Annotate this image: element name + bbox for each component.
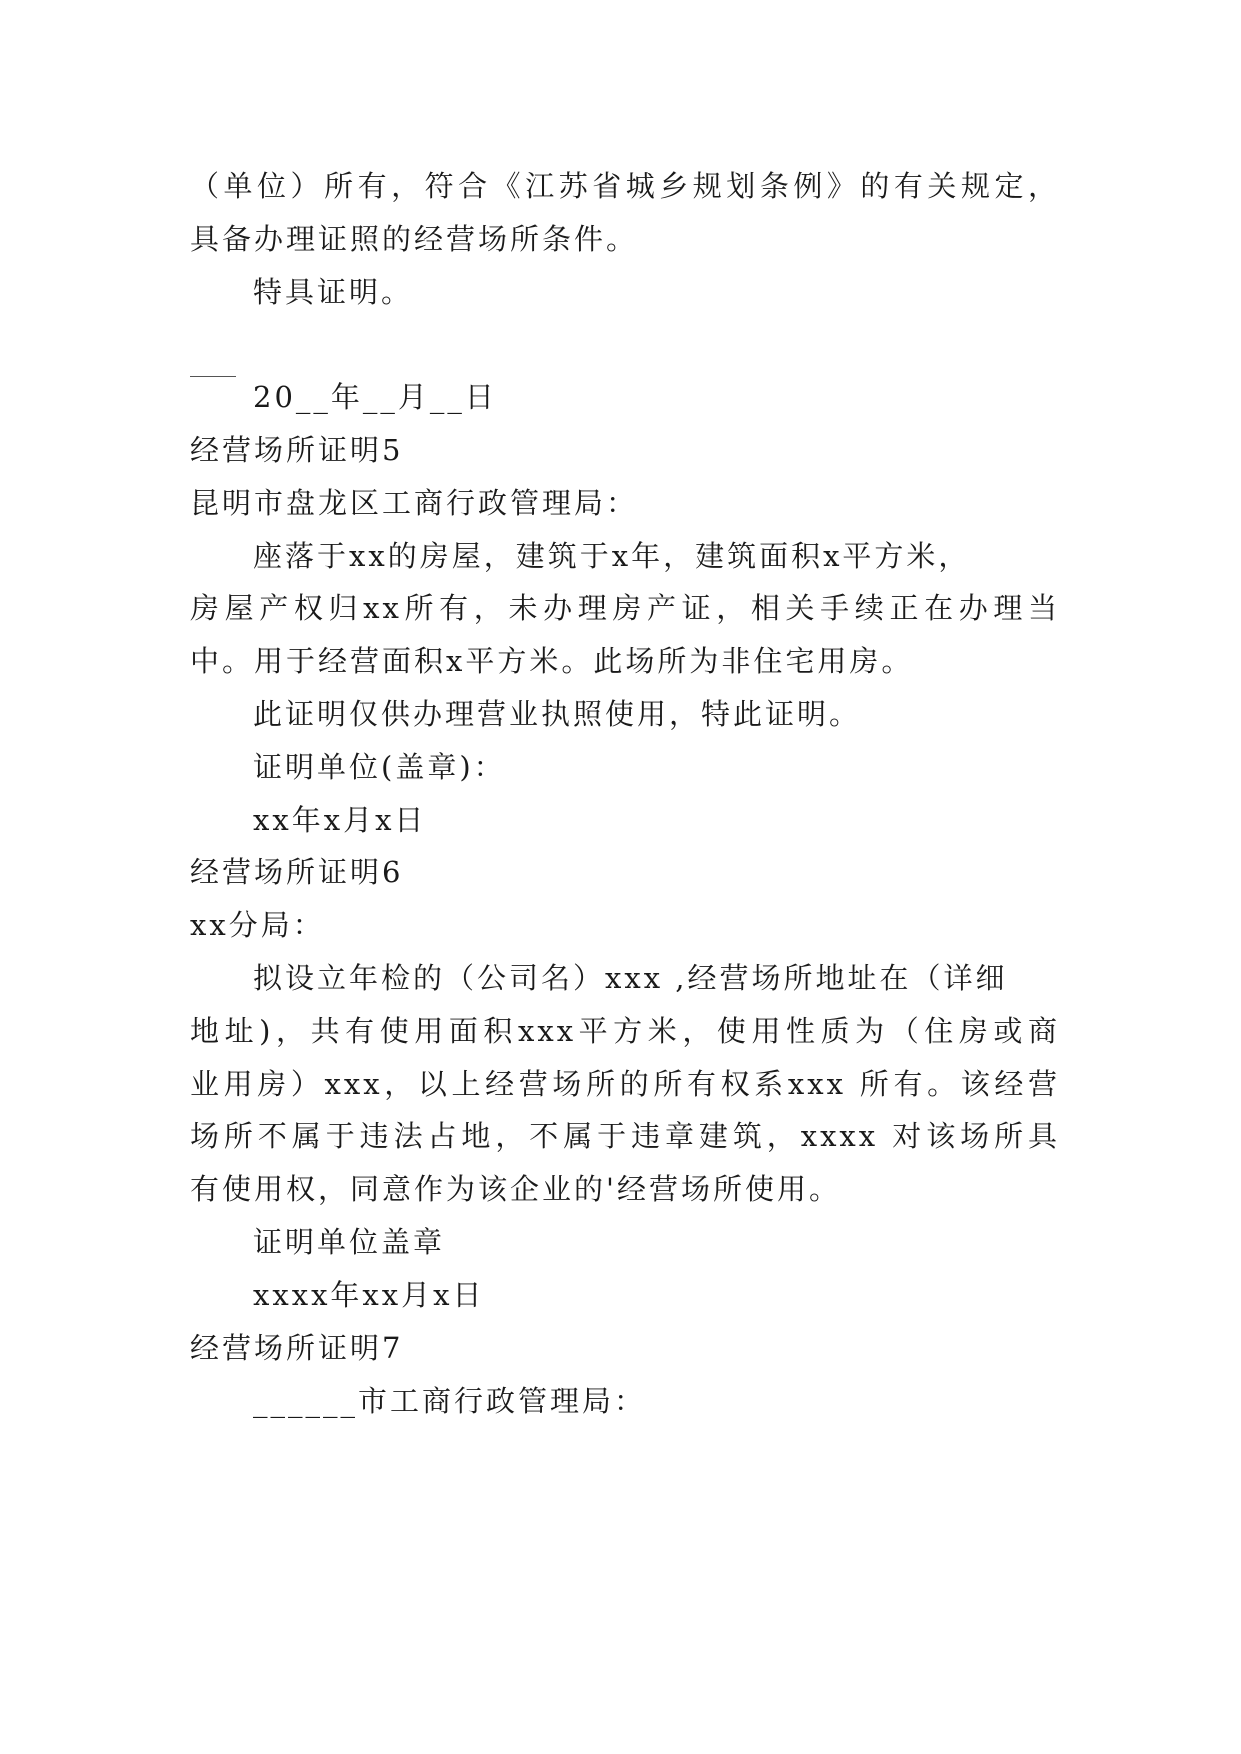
section-heading: 经营场所证明7 (190, 1331, 404, 1365)
date-line: 20__年__月__日 (253, 380, 497, 414)
paragraph-line: 此证明仅供办理营业执照使用，特此证明。 (253, 697, 862, 731)
paragraph-line: 有使用权，同意作为该企业的'经营场所使用。 (190, 1172, 841, 1206)
addressee-line: 昆明市盘龙区工商行政管理局： (190, 486, 639, 520)
section-heading: 经营场所证明6 (190, 855, 404, 889)
signature-line (190, 376, 236, 377)
certifier-line: 证明单位盖章 (253, 1225, 446, 1259)
paragraph-line: （单位）所有，符合《江苏省城乡规划条例》的有关规定， (190, 169, 1060, 203)
paragraph-line: 拟设立年检的（公司名）xxx ,经营场所地址在（详细 (253, 961, 1008, 995)
section-heading: 经营场所证明5 (190, 433, 404, 467)
date-line: xxxx年xx月x日 (253, 1278, 485, 1312)
paragraph-line: 业用房）xxx，以上经营场所的所有权系xxx 所有。该经营 (190, 1067, 1060, 1101)
certifier-line: 证明单位(盖章)： (253, 750, 506, 784)
addressee-line: xx分局： (190, 908, 325, 942)
paragraph-line: 场所不属于违法占地，不属于违章建筑，xxxx 对该场所具 (190, 1119, 1060, 1153)
paragraph-line: 地址)，共有使用面积xxx平方米，使用性质为（住房或商 (190, 1014, 1060, 1048)
paragraph-line: 特具证明。 (253, 275, 414, 309)
paragraph-line: 座落于xx的房屋，建筑于x年，建筑面积x平方米， (253, 539, 971, 573)
paragraph-line: 具备办理证照的经营场所条件。 (190, 222, 639, 256)
addressee-line: ______市工商行政管理局： (253, 1384, 647, 1418)
paragraph-line: 中。用于经营面积x平方米。此场所为非住宅用房。 (190, 644, 914, 678)
date-line: xx年x月x日 (253, 803, 427, 837)
paragraph-line: 房屋产权归xx所有，未办理房产证，相关手续正在办理当 (190, 591, 1060, 625)
